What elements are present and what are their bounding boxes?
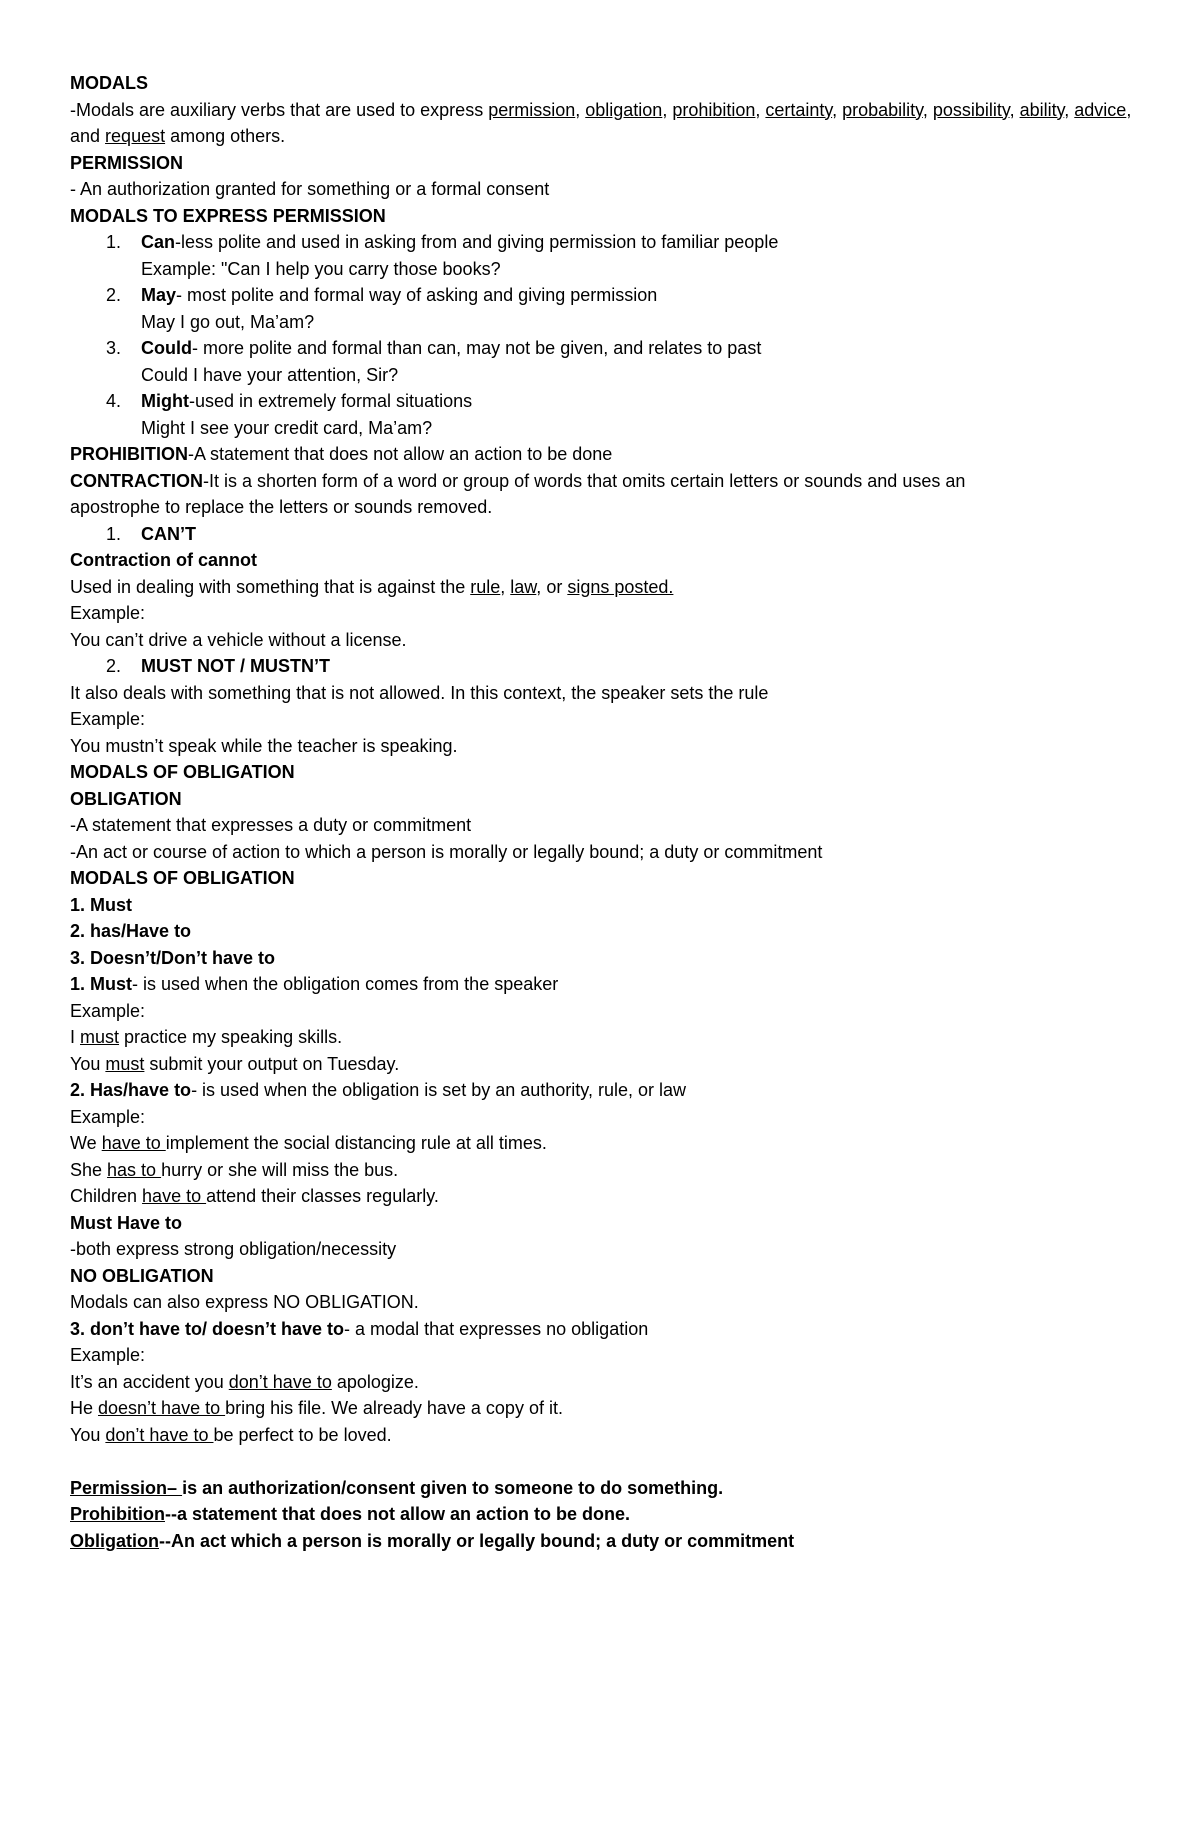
subheading-cant: 1. CAN’T [106,523,196,544]
intro-paragraph: -Modals are auxiliary verbs that are used to express permission, obligation, prohibition, certainty, probability, possibility, ability, advice, and request among others. [70,99,1132,146]
page-title: MODALS [70,73,148,93]
permission-definition: - An authorization granted for something or a formal consent [70,179,550,199]
list-item: 3. Could- more polite and formal than can, may not be given, and relates to past Could I have your attention, Sir? [70,335,1140,388]
cant-usage: Used in dealing with something that is against the rule, law, or signs posted. [70,576,674,597]
example-text: We have to implement the social distancing rule at all times. [70,1133,547,1153]
no-obligation-desc: Modals can also express NO OBLIGATION. [70,1292,419,1312]
have-to-definition: 2. Has/have to- is used when the obligation is set by an authority, rule, or law [70,1080,686,1100]
example-text: You don’t have to be perfect to be loved. [70,1424,392,1445]
summary-obligation: Obligation--An act which a person is morally or legally bound; a duty or commitment [70,1530,795,1551]
subheading-mustnt: 2. MUST NOT / MUSTN’T [106,656,330,676]
section-heading-no-obligation: NO OBLIGATION [70,1265,214,1286]
example-label: Example: [70,603,146,623]
example-text: May I go out, Ma’am? [141,311,315,332]
example-text: Example: "Can I help you carry those books? [141,258,501,279]
example-text: Might I see your credit card, Ma’am? [141,417,433,438]
example-text: You mustn’t speak while the teacher is speaking. [70,735,458,756]
obligation-def-1: -A statement that expresses a duty or commitment [70,815,472,835]
example-label: Example: [70,1106,146,1127]
example-text: She has to hurry or she will miss the bus. [70,1159,399,1180]
example-label: Example: [70,1000,146,1021]
example-text: You must submit your output on Tuesday. [70,1053,400,1074]
list-item: 3. Doesn’t/Don’t have to [70,947,276,968]
list-item: 4. Might-used in extremely formal situations Might I see your credit card, Ma’am? [70,388,1140,441]
subheading-must-have-to: Must Have to [70,1212,183,1233]
contraction-line: CONTRACTION-It is a shorten form of a word or group of words that omits certain letters or sounds and uses an [70,470,966,491]
section-heading-modals-obligation: MODALS OF OBLIGATION [70,762,295,782]
mustnt-desc: It also deals with something that is not allowed. In this context, the speaker sets the rule [70,682,769,703]
summary-block [70,1475,1140,1555]
must-have-to-desc: -both express strong obligation/necessity [70,1239,397,1259]
example-text: It’s an accident you don’t have to apologize. [70,1371,419,1392]
section-heading-permission: PERMISSION [70,152,184,173]
dont-have-to-definition: 3. don’t have to/ doesn’t have to- a modal that expresses no obligation [70,1318,649,1339]
example-label: Example: [70,1345,146,1365]
contraction-line-2: apostrophe to replace the letters or sounds removed. [70,497,493,517]
section-heading-obligation: OBLIGATION [70,788,182,809]
list-item: 2. May- most polite and formal way of asking and giving permission May I go out, Ma’am? [70,282,1140,335]
list-item: 1. Can-less polite and used in asking from and giving permission to familiar people Example: "Can I help you carry those books? [70,229,1140,282]
blank-line [70,1448,1140,1475]
summary-prohibition: Prohibition--a statement that does not allow an action to be done. [70,1504,631,1524]
example-text: You can’t drive a vehicle without a license. [70,629,407,650]
section-heading-modals-permission: MODALS TO EXPRESS PERMISSION [70,205,386,226]
obligation-def-2: -An act or course of action to which a person is morally or legally bound; a duty or commitment [70,841,823,862]
example-text: Could I have your attention, Sir? [141,364,399,385]
example-text: He doesn’t have to bring his file. We already have a copy of it. [70,1398,563,1418]
cant-subtitle: Contraction of cannot [70,550,257,570]
must-definition: 1. Must- is used when the obligation comes from the speaker [70,974,559,994]
permission-list [70,229,1140,441]
prohibition-line: PROHIBITION-A statement that does not allow an action to be done [70,444,613,464]
list-item: 2. has/Have to [70,921,192,941]
summary-permission: Permission– is an authorization/consent given to someone to do something. [70,1477,724,1498]
example-label: Example: [70,709,146,729]
example-text: Children have to attend their classes regularly. [70,1186,439,1206]
document-body [70,70,1140,1554]
list-item: 1. Must [70,894,133,915]
example-text: I must practice my speaking skills. [70,1027,343,1047]
section-heading-modals-obligation-2: MODALS OF OBLIGATION [70,868,295,888]
